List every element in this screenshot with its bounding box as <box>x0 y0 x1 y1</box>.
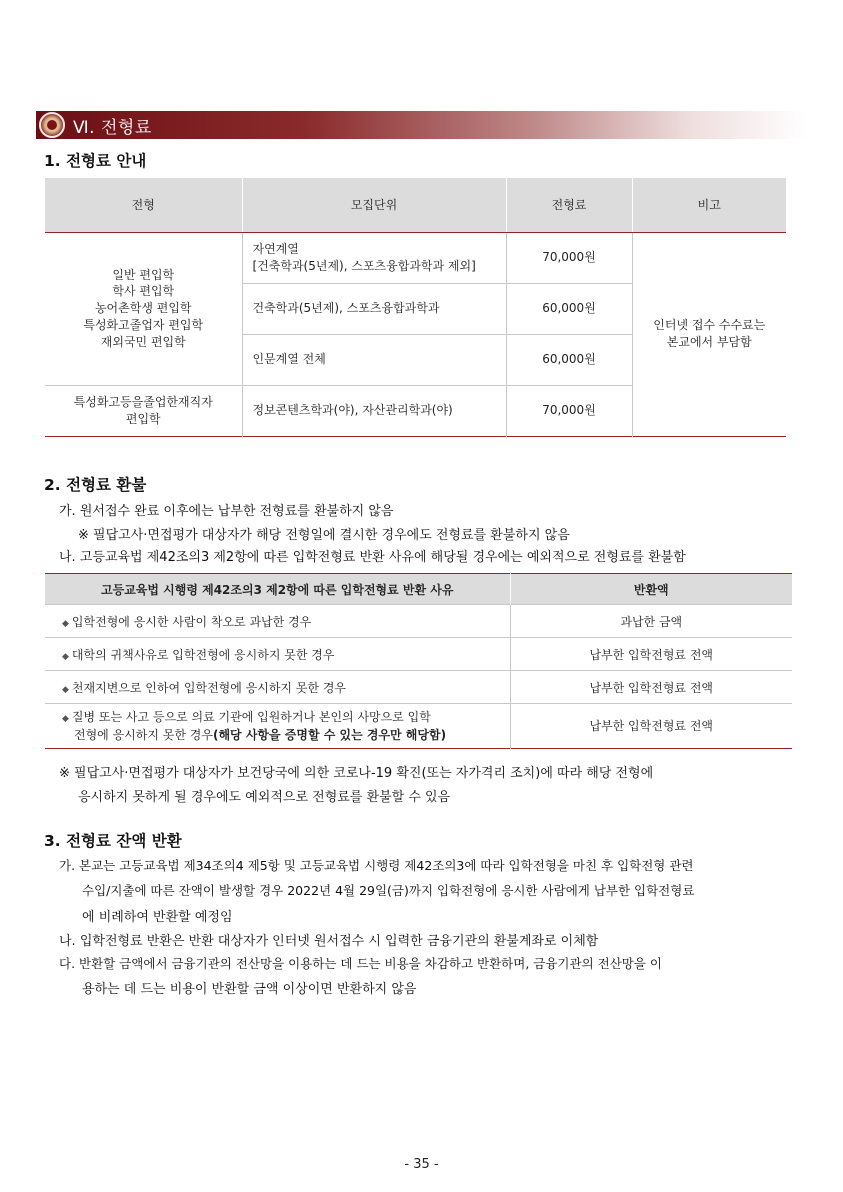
header-cell: 전형료 <box>506 178 632 232</box>
unit-cell: 정보콘텐츠학과(야), 자산관리학과(야) <box>242 385 506 436</box>
reason-cell <box>45 704 510 749</box>
section3-heading: 3. 전형료 잔액 반환 <box>44 832 182 850</box>
admission-type-cell <box>45 385 242 436</box>
reason-text: 대학의 귀책사유로 입학전형에 응시하지 못한 경우 <box>71 647 335 662</box>
table-row <box>45 638 792 671</box>
note-text: 본교에서 부담함 <box>666 335 752 349</box>
admission-type: 재외국민 편입학 <box>100 334 186 349</box>
fee-cell: 60,000원 <box>506 283 632 334</box>
balance-item-da-line1: 다. 반환할 금액에서 금융기관의 전산망을 이용하는 데 드는 비용을 차감하고 반환하며, 금융기관의 전산망을 이 <box>59 956 662 971</box>
note-text: 인터넷 접수 수수료는 <box>653 318 766 333</box>
reason-cell <box>45 605 510 638</box>
reason-text: 전형에 응시하지 못한 경우 <box>74 728 213 743</box>
section-banner <box>36 111 806 139</box>
header-cell: 반환액 <box>510 574 792 605</box>
fee-cell: 60,000원 <box>506 334 632 385</box>
admission-type: 농어촌학생 편입학 <box>94 301 192 316</box>
refund-item-na: 나. 고등교육법 제42조의3 제2항에 따른 입학전형료 반환 사유에 해당될 경우에는 예외적으로 전형료를 환불함 <box>59 550 686 565</box>
unit-cell: 인문계열 전체 <box>242 334 506 385</box>
amount-cell: 과납한 금액 <box>510 605 792 638</box>
admission-types-cell <box>45 232 242 385</box>
reason-text: 천재지변으로 인하여 입학전형에 응시하지 못한 경우 <box>71 680 347 695</box>
section1-heading: 1. 전형료 안내 <box>44 152 147 170</box>
balance-item-ga-line3: 에 비례하여 반환할 예정임 <box>82 910 233 925</box>
section2-heading: 2. 전형료 환불 <box>44 476 147 494</box>
unit-cell: 건축학과(5년제), 스포츠융합과학과 <box>242 283 506 334</box>
refund-table-header <box>45 574 792 605</box>
table-row <box>45 232 786 283</box>
header-cell: 모집단위 <box>242 178 506 232</box>
balance-item-ga-line1: 가. 본교는 고등교육법 제34조의4 제5항 및 고등교육법 시행령 제42조의3에 따라 입학전형을 마친 후 입학전형 관련 <box>59 858 694 873</box>
admission-type: 특성화고등을졸업한재직자 <box>73 394 213 409</box>
bullet-icon: ◆ <box>62 684 69 695</box>
amount-cell: 납부한 입학전형료 전액 <box>510 638 792 671</box>
amount-cell: 납부한 입학전형료 전액 <box>510 704 792 749</box>
unit-cell <box>242 232 506 283</box>
header-cell: 비고 <box>632 178 786 232</box>
bullet-icon: ◆ <box>62 713 69 724</box>
covid-note-line2: 응시하지 못하게 될 경우에도 예외적으로 전형료를 환불할 수 있음 <box>78 790 451 805</box>
header-cell: 고등교육법 시행령 제42조의3 제2항에 따른 입학전형료 반환 사유 <box>45 574 510 605</box>
table-row <box>45 704 792 749</box>
reason-bold-text: (해당 사항을 증명할 수 있는 경우만 해당함) <box>212 728 447 743</box>
balance-item-da-line2: 용하는 데 드는 비용이 반환할 금액 이상이면 반환하지 않음 <box>82 982 417 997</box>
fee-table <box>45 178 786 437</box>
bullet-icon: ◆ <box>62 651 69 662</box>
unit-text: [건축학과(5년제), 스포츠융합과학과 제외] <box>252 258 476 273</box>
university-emblem-icon <box>39 112 65 138</box>
balance-item-na: 나. 입학전형료 반환은 반환 대상자가 인터넷 원서접수 시 입력한 금융기관의 환불계좌로 이체함 <box>59 934 599 949</box>
unit-text: 자연계열 <box>252 241 299 256</box>
header-cell: 전형 <box>45 178 242 232</box>
covid-note-line1: ※ 필답고사·면접평가 대상자가 보건당국에 의한 코로나-19 확진(또는 자가격리 조치)에 따라 해당 전형에 <box>59 766 654 781</box>
banner-title: Ⅵ. 전형료 <box>73 117 152 138</box>
admission-type: 일반 편입학 <box>112 267 175 282</box>
admission-type: 특성화고졸업자 편입학 <box>83 317 204 332</box>
balance-item-ga-line2: 수입/지출에 따른 잔액이 발생할 경우 2022년 4월 29일(금)까지 입학전형에 응시한 사람에게 납부한 입학전형료 <box>82 883 695 898</box>
refund-item-ga: 가. 원서접수 완료 이후에는 납부한 전형료를 환불하지 않음 <box>59 504 394 519</box>
refund-table <box>45 573 792 749</box>
reason-text: 입학전형에 응시한 사람이 착오로 과납한 경우 <box>71 614 312 629</box>
admission-type: 편입학 <box>125 411 161 426</box>
refund-item-ga-note: ※ 필답고사·면접평가 대상자가 해당 전형일에 결시한 경우에도 전형료를 환불하지 않음 <box>78 528 570 543</box>
page-number: - 35 - <box>404 1157 439 1172</box>
reason-cell <box>45 671 510 704</box>
table-row <box>45 605 792 638</box>
reason-cell <box>45 638 510 671</box>
fee-cell: 70,000원 <box>506 232 632 283</box>
note-cell <box>632 232 786 436</box>
table-row <box>45 671 792 704</box>
amount-cell: 납부한 입학전형료 전액 <box>510 671 792 704</box>
fee-cell: 70,000원 <box>506 385 632 436</box>
bullet-icon: ◆ <box>62 618 69 629</box>
fee-table-header <box>45 178 786 232</box>
reason-text: 질병 또는 사고 등으로 의료 기관에 입원하거나 본인의 사망으로 입학 <box>71 709 431 724</box>
admission-type: 학사 편입학 <box>112 284 175 299</box>
